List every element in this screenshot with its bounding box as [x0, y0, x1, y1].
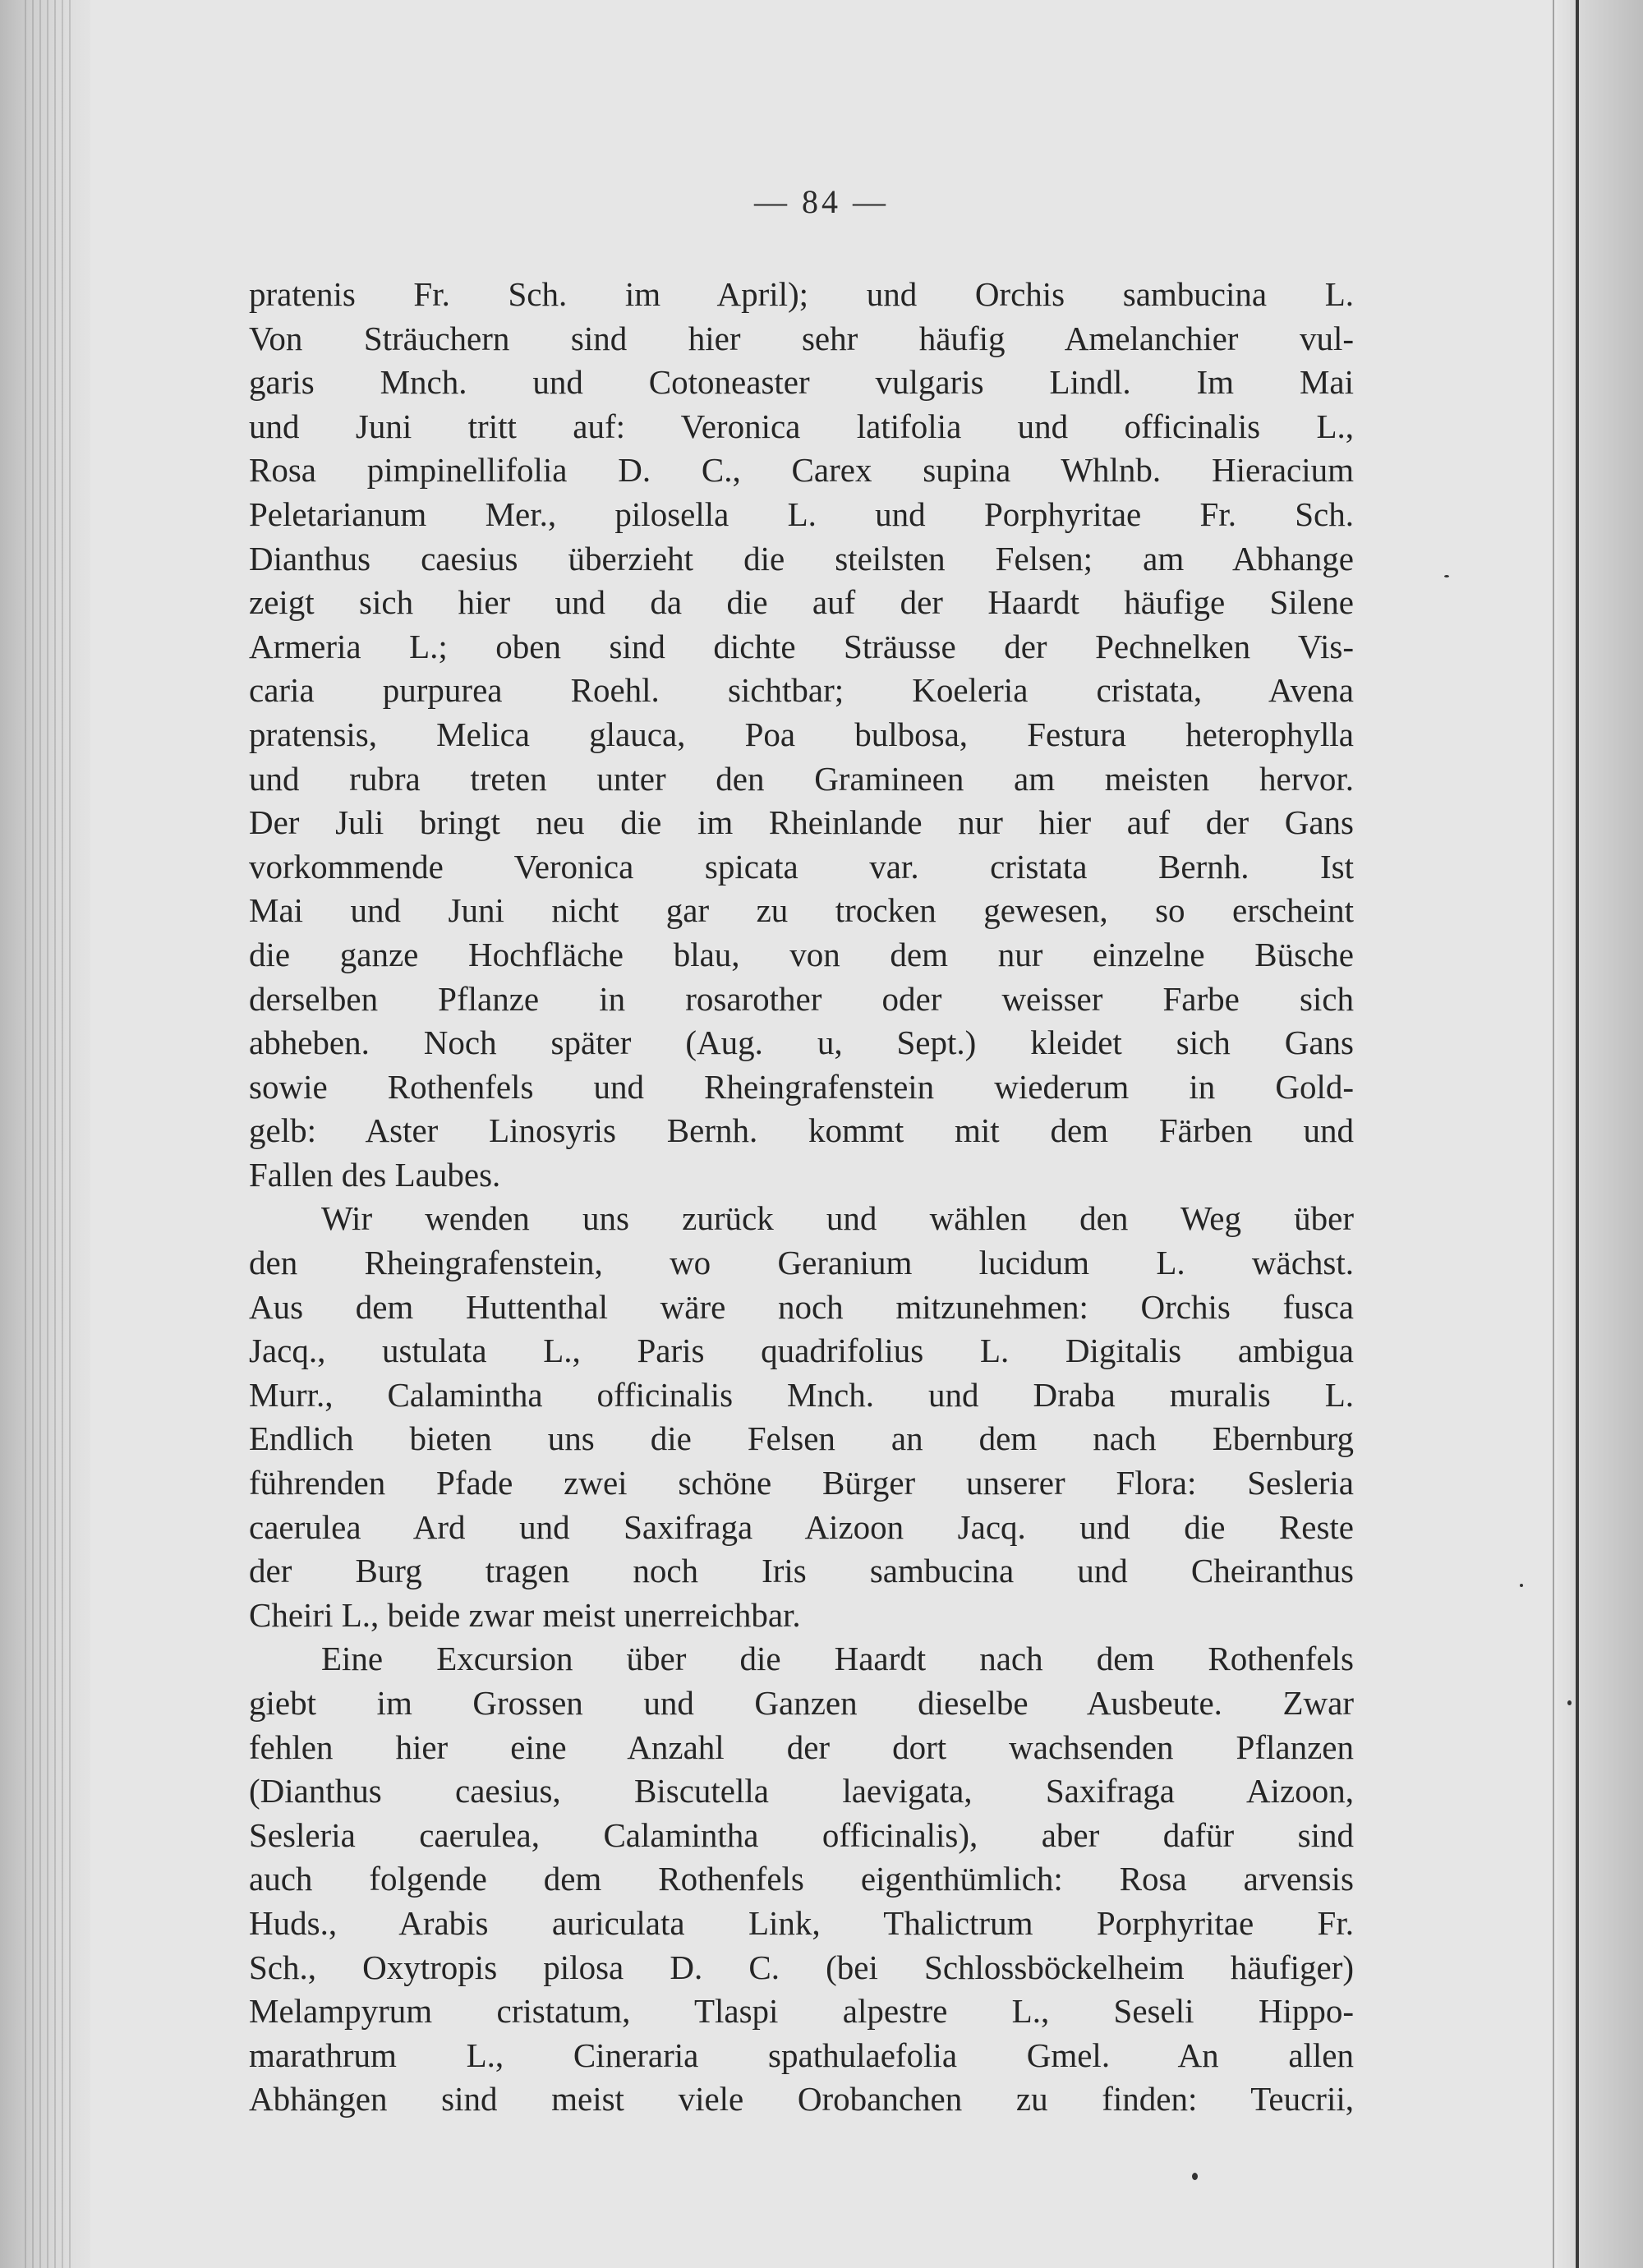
- text-line: auch folgende dem Rothenfels eigenthümlich: Rosa arvensis: [249, 1860, 1354, 1898]
- text-line: und Juni tritt auf: Veronica latifolia und officinalis L.,: [249, 407, 1354, 445]
- text-line: Dianthus caesius überzieht die steilsten Felsen; am Abhange: [249, 539, 1354, 577]
- text-line: sowie Rothenfels und Rheingrafenstein wiederum in Gold-: [249, 1067, 1354, 1106]
- text-line: Endlich bieten uns die Felsen an dem nach Ebernburg: [249, 1419, 1354, 1458]
- text-line: Von Sträuchern sind hier sehr häufig Amelanchier vul-: [249, 319, 1354, 357]
- scan-speck: [1444, 575, 1449, 577]
- page-number: — 84 —: [754, 183, 889, 220]
- text-line: Fallen des Laubes.: [249, 1155, 501, 1194]
- text-line: Abhängen sind meist viele Orobanchen zu finden: Teucrii,: [249, 2080, 1354, 2118]
- text-line: führenden Pfade zwei schöne Bürger unserer Flora: Sesleria: [249, 1464, 1354, 1502]
- text-line: vorkommende Veronica spicata var. cristata Bernh. Ist: [249, 847, 1354, 886]
- text-line: Huds., Arabis auriculata Link, Thalictrum Porphyritae Fr.: [249, 1903, 1354, 1942]
- text-line: der Burg tragen noch Iris sambucina und Cheiranthus: [249, 1552, 1354, 1590]
- text-line: Murr., Calamintha officinalis Mnch. und Draba muralis L.: [249, 1375, 1354, 1414]
- page-edge-shadow: [1553, 0, 1554, 2268]
- text-line: Mai und Juni nicht gar zu trocken gewesen, so erscheint: [249, 891, 1354, 930]
- text-line: Cheiri L., beide zwar meist unerreichbar.: [249, 1595, 801, 1634]
- scan-right-edge: [1557, 0, 1643, 2268]
- text-line: caerulea Ard und Saxifraga Aizoon Jacq. und die Reste: [249, 1507, 1354, 1546]
- text-line: und rubra treten unter den Gramineen am meisten hervor.: [249, 759, 1354, 798]
- text-line: abheben. Noch später (Aug. u, Sept.) kleidet sich Gans: [249, 1024, 1354, 1062]
- scan-speck: [1520, 1584, 1523, 1587]
- text-line: zeigt sich hier und da die auf der Haardt häufige Silene: [249, 583, 1354, 622]
- text-line: Rosa pimpinellifolia D. C., Carex supina Whlnb. Hieracium: [249, 451, 1354, 490]
- scan-speck: [1567, 1700, 1572, 1705]
- page-edge-line: [1576, 0, 1579, 2268]
- text-line: Eine Excursion über die Haardt nach dem Rothenfels: [321, 1640, 1354, 1678]
- text-line: Peletarianum Mer., pilosella L. und Porphyritae Fr. Sch.: [249, 495, 1354, 533]
- text-line: Sch., Oxytropis pilosa D. C. (bei Schlossböckelheim häufiger): [249, 1948, 1354, 1986]
- text-line: giebt im Grossen und Ganzen dieselbe Ausbeute. Zwar: [249, 1684, 1354, 1722]
- text-line: caria purpurea Roehl. sichtbar; Koeleria cristata, Avena: [249, 671, 1354, 710]
- page-fold-shadow: [25, 0, 74, 2268]
- scan-speck: [1192, 2173, 1198, 2180]
- text-line: Der Juli bringt neu die im Rheinlande nur hier auf der Gans: [249, 803, 1354, 842]
- text-line: (Dianthus caesius, Biscutella laevigata, Saxifraga Aizoon,: [249, 1772, 1354, 1810]
- text-line: Sesleria caerulea, Calamintha officinalis), aber dafür sind: [249, 1815, 1354, 1854]
- text-line: die ganze Hochfläche blau, von dem nur einzelne Büsche: [249, 935, 1354, 973]
- text-line: den Rheingrafenstein, wo Geranium lucidum L. wächst.: [249, 1244, 1354, 1282]
- text-line: Aus dem Huttenthal wäre noch mitzunehmen: Orchis fusca: [249, 1287, 1354, 1326]
- text-line: Melampyrum cristatum, Tlaspi alpestre L., Seseli Hippo-: [249, 1992, 1354, 2031]
- text-line: marathrum L., Cineraria spathulaefolia Gmel. An allen: [249, 2036, 1354, 2074]
- text-line: pratenis Fr. Sch. im April); und Orchis sambucina L.: [249, 275, 1354, 313]
- text-line: derselben Pflanze in rosarother oder weisser Farbe sich: [249, 979, 1354, 1018]
- text-line: gelb: Aster Linosyris Bernh. kommt mit dem Färben und: [249, 1111, 1354, 1150]
- text-line: Wir wenden uns zurück und wählen den Weg über: [321, 1199, 1354, 1238]
- page-body-text: [249, 273, 1354, 2122]
- text-line: garis Mnch. und Cotoneaster vulgaris Lindl. Im Mai: [249, 363, 1354, 402]
- text-line: fehlen hier eine Anzahl der dort wachsenden Pflanzen: [249, 1727, 1354, 1766]
- text-line: pratensis, Melica glauca, Poa bulbosa, Festura heterophylla: [249, 715, 1354, 753]
- text-line: Jacq., ustulata L., Paris quadrifolius L. Digitalis ambigua: [249, 1332, 1354, 1370]
- text-line: Armeria L.; oben sind dichte Sträusse der Pechnelken Vis-: [249, 627, 1354, 665]
